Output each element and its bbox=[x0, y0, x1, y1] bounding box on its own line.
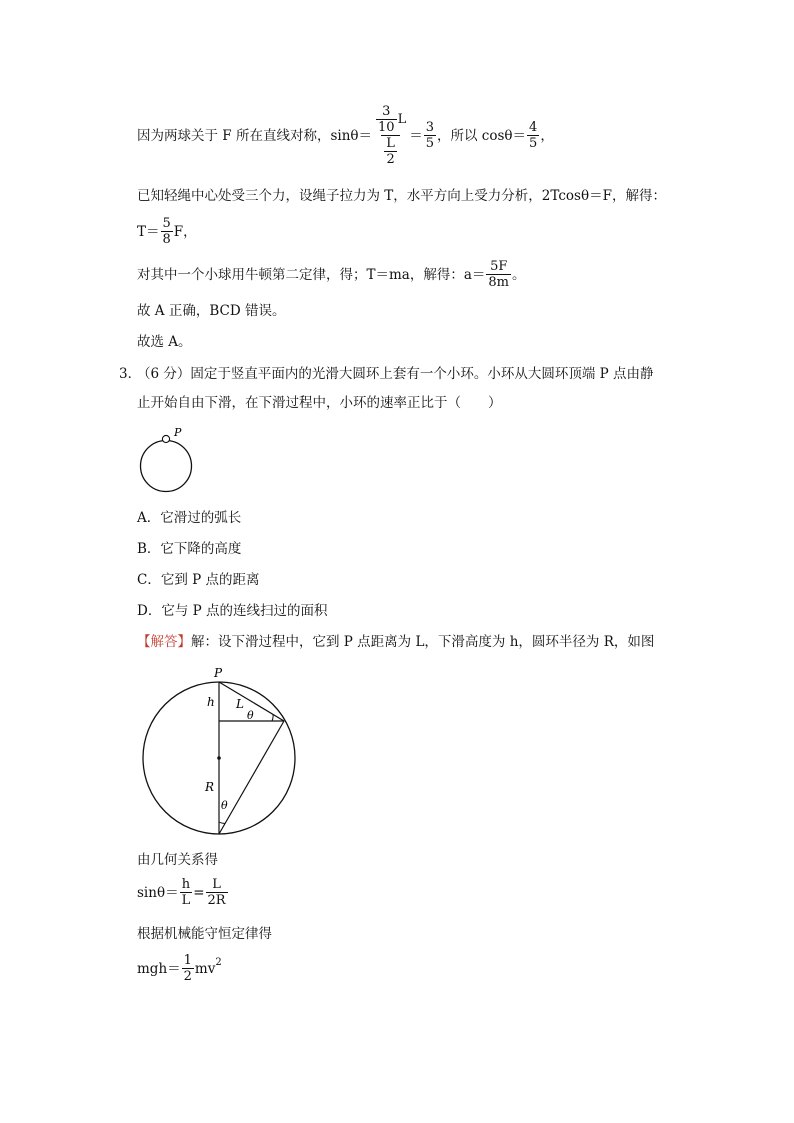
numerator-L: L bbox=[386, 136, 395, 151]
equals-sign: = bbox=[193, 884, 205, 901]
fraction-4-5 bbox=[527, 120, 539, 151]
denominator: 8 bbox=[162, 232, 171, 247]
fraction-3-5 bbox=[424, 120, 436, 151]
solution-line-2: 已知轻绳中心处受三个力，设绳子拉力为 T，水平方向上受力分析，2Tcosθ＝F，解得： bbox=[137, 188, 666, 204]
equals-sign: ＝ bbox=[409, 127, 423, 144]
var-L: L bbox=[397, 112, 407, 127]
period: 。 bbox=[512, 266, 526, 283]
numerator-3: 3 bbox=[382, 104, 391, 119]
solution-line-5: 故 A 正确，BCD 错误。 bbox=[137, 303, 286, 319]
text-mgh: mgh＝ bbox=[137, 960, 181, 977]
label-h: h bbox=[207, 695, 215, 709]
fraction-3-10 bbox=[376, 104, 397, 135]
point-p-label: P bbox=[174, 426, 182, 439]
denominator-2: 2 bbox=[386, 152, 395, 167]
answer-tag: 【解答】 bbox=[137, 634, 191, 650]
fraction-1-2 bbox=[182, 953, 194, 984]
denominator: 5 bbox=[425, 136, 434, 151]
numerator: h bbox=[181, 877, 191, 892]
answer-line-4: 根据机械能守恒定律得 bbox=[137, 926, 272, 942]
answer-line-1 bbox=[137, 633, 654, 651]
text-symmetry: 因为两球关于 F 所在直线对称，sinθ＝ bbox=[137, 127, 373, 144]
answer-line-5 bbox=[137, 953, 222, 984]
text-cos: ，所以 cosθ＝ bbox=[437, 127, 527, 144]
label-theta-bottom: θ bbox=[221, 799, 228, 812]
fraction-sin-numerator bbox=[373, 104, 408, 135]
answer-line-3 bbox=[137, 877, 229, 908]
numerator: 3 bbox=[425, 120, 434, 135]
text-mv: mv bbox=[194, 960, 216, 977]
numerator: 5 bbox=[162, 216, 171, 231]
numerator: 5F bbox=[490, 259, 508, 274]
option-b[interactable]: B．它下降的高度 bbox=[137, 541, 242, 557]
label-theta-top: θ bbox=[247, 709, 254, 722]
question-3-number: 3． bbox=[119, 366, 142, 382]
solution-line-6: 故选 A。 bbox=[137, 334, 192, 350]
fraction-sin-denominator bbox=[381, 135, 400, 167]
text-newton: 对其中一个小球用牛顿第二定律，得；T＝ma，解得：a＝ bbox=[137, 266, 486, 283]
denominator: 5 bbox=[529, 136, 538, 151]
fraction-sin bbox=[373, 104, 408, 167]
label-r: R bbox=[205, 780, 215, 794]
solution-line-4 bbox=[137, 259, 526, 290]
comma: ， bbox=[540, 127, 554, 144]
text-T: T＝ bbox=[137, 223, 160, 240]
solution-line-3 bbox=[137, 216, 197, 247]
label-l: L bbox=[236, 697, 244, 711]
numerator: L bbox=[212, 877, 221, 892]
numerator: 1 bbox=[183, 953, 192, 968]
text-F: F， bbox=[173, 223, 197, 240]
question-3-line-1: （6 分）固定于竖直平面内的光滑大圆环上套有一个小环。小环从大圆环顶端 P 点由静 bbox=[137, 366, 654, 382]
denominator: 2R bbox=[207, 893, 226, 908]
fraction-5F-8m bbox=[486, 259, 511, 290]
solution-line-1 bbox=[137, 104, 554, 167]
denominator: L bbox=[181, 893, 191, 908]
fraction-L-2 bbox=[384, 136, 397, 167]
geometry-figure bbox=[134, 662, 304, 840]
question-3-line-2: 止开始自由下滑，在下滑过程中，小环的速率正比于（ ） bbox=[137, 395, 502, 411]
option-c[interactable]: C．它到 P 点的距离 bbox=[137, 572, 260, 588]
option-d[interactable]: D．它与 P 点的连线扫过的面积 bbox=[137, 603, 328, 619]
option-a[interactable]: A．它滑过的弧长 bbox=[137, 510, 242, 526]
label-p: P bbox=[214, 666, 223, 680]
fraction-L-2R bbox=[206, 877, 228, 908]
text-sin: sinθ＝ bbox=[137, 884, 179, 901]
answer-line-2: 由几何关系得 bbox=[137, 852, 218, 868]
exponent-2: 2 bbox=[215, 956, 222, 968]
denominator: 2 bbox=[183, 969, 192, 984]
denominator-10: 10 bbox=[378, 120, 395, 135]
fraction-h-L bbox=[180, 877, 193, 908]
answer-text: 解：设下滑过程中，它到 P 点距离为 L，下滑高度为 h，圆环半径为 R，如图 bbox=[191, 634, 655, 650]
numerator: 4 bbox=[529, 120, 538, 135]
denominator: 8m bbox=[488, 275, 510, 290]
ring-figure-small bbox=[132, 422, 202, 494]
fraction-5-8 bbox=[161, 216, 173, 247]
